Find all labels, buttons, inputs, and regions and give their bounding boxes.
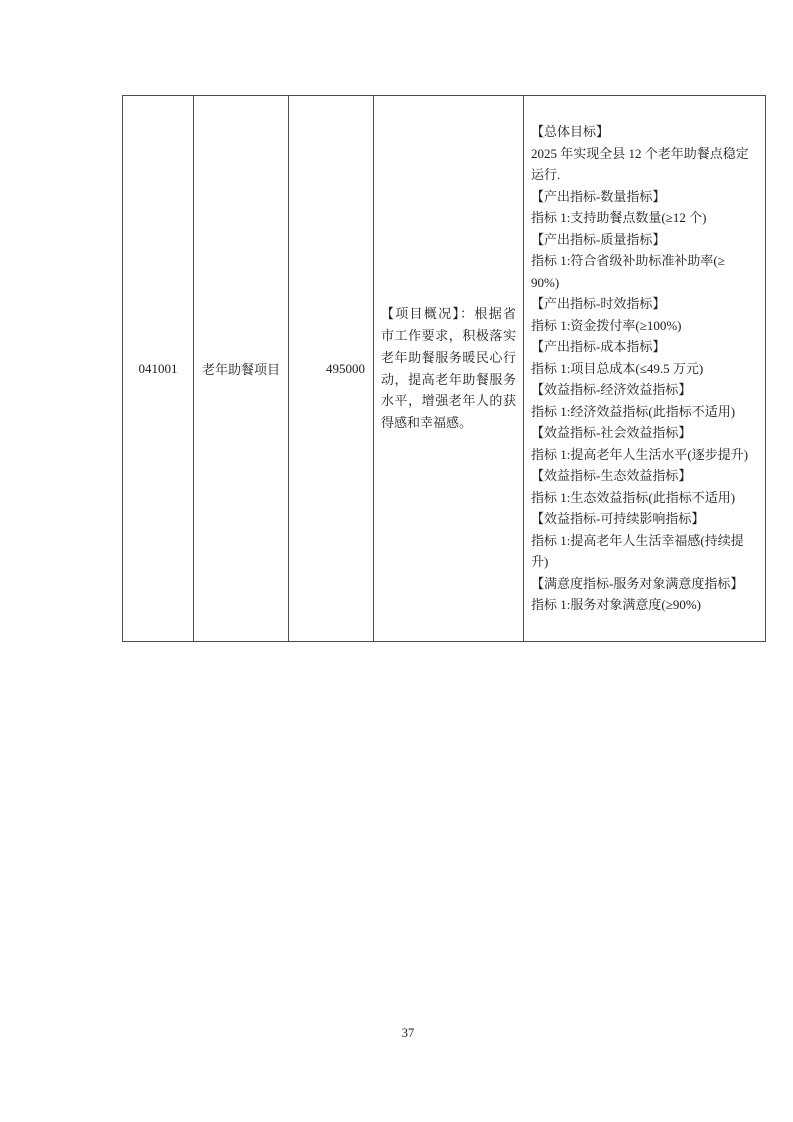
project-indicators-cell [524,96,765,641]
project-indicator-line: 指标 1:提高老年人生活幸福感(持续提 [531,532,744,548]
project-indicator-line: 指标 1:服务对象满意度(≥90%) [531,597,701,613]
project-indicator-line: 【产出指标-成本指标】 [531,339,666,355]
project-indicator-line: 【效益指标-可持续影响指标】 [531,511,705,527]
project-overview-line: 动，提高老年助餐服务 [381,371,516,387]
project-indicator-line: 【满意度指标-服务对象满意度指标】 [531,575,744,591]
project-indicator-line: 90%) [531,274,560,290]
project-indicator-line: 指标 1:支持助餐点数量(≥12 个) [531,210,707,226]
project-indicator-line: 【效益指标-生态效益指标】 [531,468,692,484]
project-name-cell [194,96,289,641]
project-overview-cell [374,96,524,641]
project-indicator-line: 【产出指标-时效指标】 [531,296,666,312]
project-indicator-line: 指标 1:生态效益指标(此指标不适用) [531,489,736,505]
project-indicator-line: 指标 1:符合省级补助标准补助率(≥ [531,253,725,269]
project-indicator-line: 指标 1:经济效益指标(此指标不适用) [531,403,736,419]
project-amount: 495000 [326,360,365,376]
project-overview-line: 【项目概况】：根据省 [381,306,516,322]
project-indicator-line: 指标 1:提高老年人生活水平(逐步提升) [531,446,749,462]
project-indicator-line: 【效益指标-社会效益指标】 [531,425,692,441]
project-indicator-line: 【产出指标-质量指标】 [531,231,666,247]
project-overview-line: 水平，增强老年人的获 [381,393,516,409]
project-indicator-line: 【总体目标】 [531,124,610,140]
project-overview-line: 老年助餐服务暖民心行 [381,349,516,365]
project-indicator-line: 指标 1:资金拨付率(≥100%) [531,317,682,333]
project-indicator-line: 运行. [531,167,561,183]
project-indicator-line: 【产出指标-数量指标】 [531,188,666,204]
project-name: 老年助餐项目 [201,362,280,377]
project-code: 041001 [138,360,178,376]
project-indicator-line: 【效益指标-经济效益指标】 [531,382,692,398]
page-number: 37 [401,1026,415,1040]
project-indicator-line: 升) [531,554,549,570]
project-indicator-line: 2025 年实现全县 12 个老年助餐点稳定 [531,145,749,161]
project-overview-line: 市工作要求，积极落实 [381,328,516,344]
project-code-cell [123,96,194,641]
project-overview-line: 得感和幸福感。 [381,414,473,430]
project-performance-table [122,95,766,642]
project-amount-cell [289,96,374,641]
project-indicator-line: 指标 1:项目总成本(≤49.5 万元) [531,360,704,376]
